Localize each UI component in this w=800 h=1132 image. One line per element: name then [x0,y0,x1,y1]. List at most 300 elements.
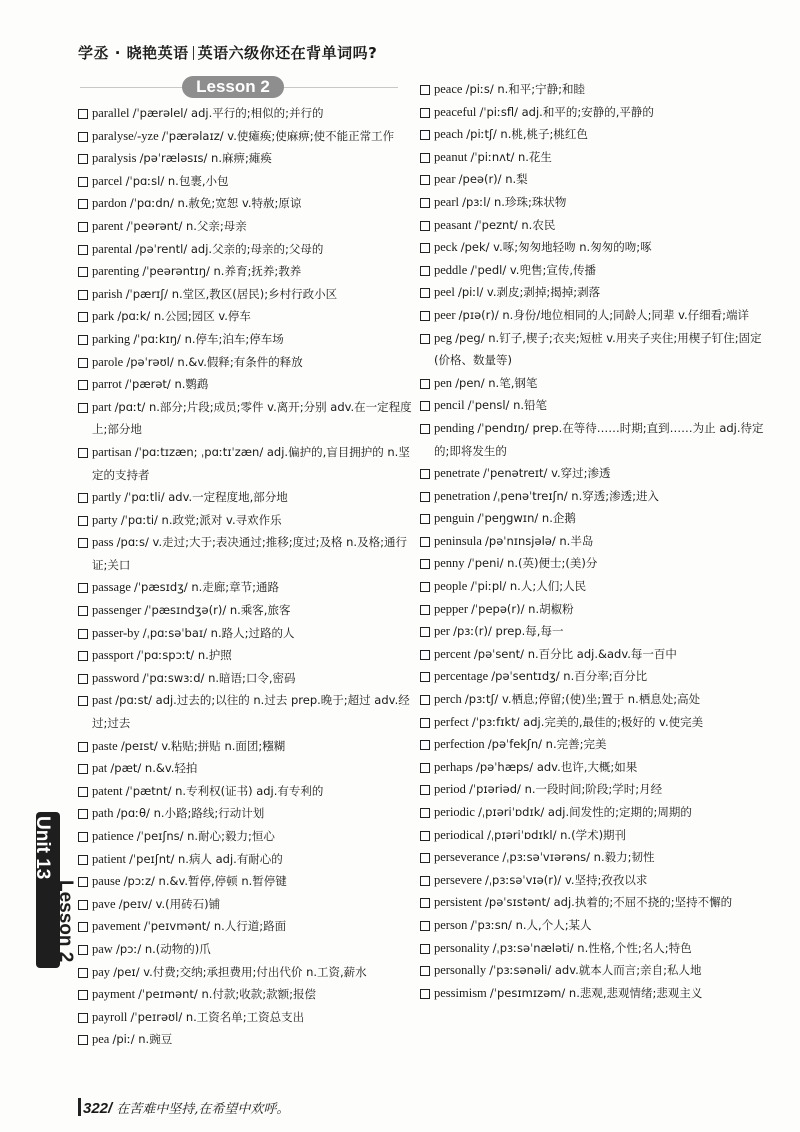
entry-word: personally [434,963,487,978]
entry-word: penetrate [434,466,480,481]
entry-word: percent [434,646,471,661]
entry-checkbox[interactable] [420,650,430,660]
entry-definition: /peg/ n.钉子,楔子;衣夹;短桩 v.用夹子夹住;用楔子钉住;固定(价格、数量等) [434,330,762,368]
entry-checkbox[interactable] [78,651,88,661]
entry-checkbox[interactable] [78,855,88,865]
vocab-entry [420,982,765,1005]
entry-word: parental [92,241,133,256]
entry-definition: /ˌpɑːsəˈbaɪ/ n.路人;过路的人 [142,625,295,640]
entry-definition: /pɑːt/ n.部分;片段;成员;零件 v.离开;分别 adv.在一定程度上;部分地 [92,399,412,437]
footer-bar [78,1098,81,1116]
entry-word: perfection [434,737,485,752]
entry-word: penguin [434,511,475,526]
vocab-entry [78,689,413,734]
entry-definition: /pɑːs/ v.走过;大于;表决通过;推移;度过;及格 n.及格;通行证;关口 [92,535,407,572]
entry-definition: /ˈpiːpl/ n.人;人们;人民 [470,579,587,594]
side-tab-unit: Unit 13 [32,816,53,880]
entry-word: parent [92,218,124,233]
entry-checkbox[interactable] [78,154,88,164]
vocab-entry [78,961,413,984]
entry-checkbox[interactable] [420,266,430,276]
entry-word: pea [92,1032,110,1047]
entry-checkbox[interactable] [420,831,430,841]
entry-definition: /ˌpenəˈtreɪʃn/ n.穿透;渗透;进入 [493,488,660,503]
entry-definition: /pɔːz/ n.&v.暂停,停顿 n.暂停键 [123,874,287,889]
vocab-entry [78,644,413,667]
entry-word: peddle [434,262,468,277]
entry-checkbox[interactable] [78,809,88,819]
entry-definition: /ˈpeɪvmənt/ n.人行道;路面 [143,919,287,934]
vocab-entry [78,599,413,622]
entry-checkbox[interactable] [420,198,430,208]
entry-checkbox[interactable] [420,175,430,185]
vocab-entry [78,170,413,193]
entry-definition: /ˈpɑːspɔːt/ n.护照 [136,648,232,663]
entry-word: peninsula [434,533,482,548]
entry-checkbox[interactable] [78,109,88,119]
entry-word: passage [92,580,131,595]
entry-word: peanut [434,149,468,164]
entry-definition: /peə(r)/ n.梨 [458,172,528,187]
entry-checkbox[interactable] [78,787,88,797]
entry-checkbox[interactable] [78,1013,88,1023]
entry-definition: /ˈpɪəriəd/ n.一段时间;阶段;学时;月经 [469,782,663,797]
entry-checkbox[interactable] [420,740,430,750]
entry-checkbox[interactable] [78,968,88,978]
entry-definition: /ˈpeɪmənt/ n.付款;收款;款额;报偿 [138,987,317,1002]
entry-definition: /ˈpɑːtli/ adv.一定程度地,部分地 [124,490,288,505]
entry-word: parenting [92,264,140,279]
vocab-entry [420,711,765,734]
entry-checkbox[interactable] [78,199,88,209]
entry-checkbox[interactable] [78,583,88,593]
entry-word: perhaps [434,759,473,774]
vocab-entry [420,168,765,191]
entry-word: passport [92,648,134,663]
entry-checkbox[interactable] [420,695,430,705]
vocab-entry [78,351,413,374]
entry-checkbox[interactable] [420,221,430,231]
entry-definition: /pɜːl/ n.珍珠;珠状物 [462,194,567,209]
entry-definition: /ˈpeɪrəʊl/ n.工资名单;工资总支出 [130,1009,305,1024]
entry-word: pepper [434,601,469,616]
entry-checkbox[interactable] [78,177,88,187]
entry-checkbox[interactable] [420,537,430,547]
vocab-entry [78,238,413,261]
entry-checkbox[interactable] [420,605,430,615]
entry-definition: /pɑːst/ adj.过去的;以往的 n.过去 prep.晚于;超过 adv.经过;过去 [92,693,410,731]
entry-checkbox[interactable] [78,132,88,142]
entry-word: pending [434,420,475,435]
entry-word: patient [92,851,127,866]
vocab-entry [420,485,765,508]
entry-word: peg [434,330,453,345]
entry-checkbox[interactable] [420,469,430,479]
footer-motto: 在苦难中坚持,在希望中欢呼。 [116,1102,290,1117]
vocab-entry [420,937,765,960]
entry-word: pessimism [434,985,487,1000]
header-brand: 学丞 · 晓艳英语 [78,44,189,62]
entry-checkbox[interactable] [78,922,88,932]
vocab-entry [420,824,765,847]
vocab-entry [420,191,765,214]
vocab-entry [420,959,765,982]
entry-checkbox[interactable] [78,696,88,706]
entry-checkbox[interactable] [78,900,88,910]
entry-checkbox[interactable] [78,1035,88,1045]
header-divider [193,46,194,60]
entry-checkbox[interactable] [78,516,88,526]
entry-word: pat [92,761,108,776]
entry-definition: /ˌpɜːsəˈnæləti/ n.性格,个性;名人;特色 [492,940,692,955]
entry-word: pardon [92,196,127,211]
vocab-entry [420,846,765,869]
left-column [78,102,413,1051]
entry-checkbox[interactable] [78,742,88,752]
vocab-entry [78,667,413,690]
entry-checkbox[interactable] [420,288,430,298]
entry-definition: /pɜː(r)/ prep.每,每一 [453,624,564,639]
vocab-entry [420,688,765,711]
entry-checkbox[interactable] [420,808,430,818]
entry-word: passenger [92,603,142,618]
entry-definition: /ˈpærət/ n.鹦鹉 [124,377,209,392]
entry-word: percentage [434,669,489,684]
entry-definition: /ˈpɜːsn/ n.人,个人;某人 [470,917,592,932]
entry-word: peace [434,82,463,96]
entry-word: parish [92,286,123,301]
vocab-entry [420,756,765,779]
entry-definition: /pen/ n.笔,钢笔 [455,375,538,390]
entry-definition: /ˈpærəlel/ adj.平行的;相似的;并行的 [132,106,324,120]
entry-word: persistent [434,895,482,910]
entry-checkbox[interactable] [78,764,88,774]
vocab-entry [420,552,765,575]
vocab-entry [420,236,765,259]
entry-definition: /ˈpensl/ n.铅笔 [467,398,548,413]
entry-checkbox[interactable] [420,108,430,118]
entry-definition: /ˈpepə(r)/ n.胡椒粉 [471,601,574,616]
entry-checkbox[interactable] [78,380,88,390]
entry-checkbox[interactable] [78,606,88,616]
entry-word: path [92,806,114,821]
entry-definition: /pəˈrentl/ adj.父亲的;母亲的;父母的 [135,241,324,256]
entry-checkbox[interactable] [78,674,88,684]
entry-definition: /pɔː/ n.(动物的)爪 [115,941,211,956]
entry-word: per [434,624,450,639]
entry-word: penny [434,556,465,571]
entry-definition: /ˈpɜːfɪkt/ adj.完美的,最佳的;极好的 v.使完美 [471,714,704,729]
entry-definition: /ˈpeərəntɪŋ/ n.养育;抚养;教养 [142,264,302,279]
header-title: 英语六级你还在背单词吗? [197,44,378,62]
entry-definition: /ˌpɪəriˈɒdɪk/ adj.间发性的;定期的;周期的 [478,805,692,819]
entry-word: parallel [92,106,130,120]
entry-word: payroll [92,1009,128,1024]
entry-definition: /ˈpeni/ n.(英)便士;(美)分 [467,556,598,571]
entry-word: paralyse/-yze [92,128,159,143]
entry-definition: /ˈpeznt/ n.农民 [474,217,556,232]
vocab-entry [420,914,765,937]
entry-checkbox[interactable] [420,944,430,954]
entry-definition: /peɪst/ v.粘贴;拼贴 n.面团;糨糊 [120,738,286,753]
entry-definition: /peɪv/ v.(用砖石)铺 [118,896,221,911]
vocab-entry [78,576,413,599]
entry-definition: /piːs/ n.和平;宁静;和睦 [465,82,586,96]
entry-checkbox[interactable] [420,492,430,502]
entry-word: perseverance [434,850,500,865]
entry-checkbox[interactable] [78,290,88,300]
entry-checkbox[interactable] [78,267,88,277]
entry-checkbox[interactable] [420,672,430,682]
vocab-entry [420,575,765,598]
entry-checkbox[interactable] [420,718,430,728]
entry-word: periodic [434,805,475,819]
vocab-entry [420,214,765,237]
entry-definition: /piː/ n.豌豆 [112,1032,173,1047]
page-number: 322/ [83,1100,113,1117]
vocab-entry [78,373,413,396]
entry-word: patience [92,829,134,843]
vocab-entry [78,870,413,893]
vocab-entry [420,801,765,824]
vocab-entry [78,938,413,961]
entry-definition: /ˈpesɪmɪzəm/ n.悲观,悲观情绪;悲观主义 [489,985,703,1000]
entry-definition: /ˈpiːsfl/ adj.和平的;安静的,平静的 [479,104,654,119]
entry-definition: /ˈpæsɪdʒ/ n.走廊;章节;通路 [134,580,280,595]
entry-checkbox[interactable] [78,245,88,255]
vocab-entry [78,622,413,645]
entry-definition: /ˈpɑːsl/ n.包裹,小包 [125,173,229,188]
entry-definition: /pəˈsentɪdʒ/ n.百分率;百分比 [491,669,648,684]
entry-definition: /peɪ/ v.付费;交纳;承担费用;付出代价 n.工资,薪水 [113,964,367,979]
entry-checkbox[interactable] [420,582,430,592]
entry-definition: /pəˈsɪstənt/ adj.执着的;不屈不挠的;坚持不懈的 [485,895,733,910]
entry-checkbox[interactable] [420,379,430,389]
vocab-entry [78,283,413,306]
entry-word: parrot [92,377,122,392]
entry-definition: /ˌpɪəriˈɒdɪkl/ n.(学术)期刊 [487,827,627,842]
entry-definition: /ˈpenətreɪt/ v.穿过;渗透 [482,466,611,481]
entry-checkbox[interactable] [420,966,430,976]
entry-word: peer [434,307,456,322]
vocab-entry [78,147,413,170]
vocab-entry [420,304,765,327]
vocab-entry [78,1028,413,1051]
entry-word: pavement [92,919,141,934]
entry-word: patent [92,783,123,798]
entry-checkbox[interactable] [78,448,88,458]
vocab-entry [420,101,765,124]
entry-definition: /ˈpedl/ v.兜售;宣传,传播 [470,262,596,277]
vocab-entry [78,802,413,825]
entry-definition: /ˈpɜːsənəli/ adv.就本人而言;亲自;私人地 [489,963,702,978]
entry-word: payment [92,987,136,1002]
entry-checkbox[interactable] [78,629,88,639]
entry-word: party [92,512,118,527]
entry-checkbox[interactable] [420,898,430,908]
vocab-entry [78,328,413,351]
entry-checkbox[interactable] [78,312,88,322]
entry-word: persevere [434,872,482,887]
entry-word: park [92,309,115,324]
entry-checkbox[interactable] [420,85,430,95]
entry-word: perfect [434,714,469,729]
entry-checkbox[interactable] [78,538,88,548]
entry-definition: /ˈpɑːkɪŋ/ n.停车;泊车;停车场 [133,331,284,346]
vocab-entry [420,259,765,282]
entry-checkbox[interactable] [420,514,430,524]
vocab-entry [420,372,765,395]
entry-checkbox[interactable] [420,921,430,931]
vocab-entry [78,102,413,125]
entry-checkbox[interactable] [78,990,88,1000]
vocab-entry [78,486,413,509]
vocab-entry [420,327,765,372]
entry-word: people [434,579,468,594]
vocab-entry [78,757,413,780]
entry-definition: /ˈpeŋgwɪn/ n.企鹅 [477,511,576,526]
vocab-entry [78,509,413,532]
vocab-entry [420,417,765,462]
entry-checkbox[interactable] [420,243,430,253]
vocab-entry [420,281,765,304]
entry-checkbox[interactable] [420,559,430,569]
vocab-entry [420,778,765,801]
vocab-entry [78,192,413,215]
vocab-entry [78,780,413,803]
vocab-entry [78,825,413,848]
entry-definition: /ˈpeɪʃnt/ n.病人 adj.有耐心的 [129,851,283,866]
entry-checkbox[interactable] [78,358,88,368]
entry-definition: /ˈpærəlaɪz/ v.使瘫痪;使麻痹;使不能正常工作 [161,128,395,143]
entry-definition: /piːl/ v.剥皮;剥掉;揭掉;剥落 [457,285,601,300]
entry-definition: /pəˈnɪnsjələ/ n.半岛 [485,533,594,548]
entry-checkbox[interactable] [420,401,430,411]
entry-word: past [92,693,113,708]
entry-definition: /ˈpeərənt/ n.父亲;母亲 [126,218,247,233]
entry-definition: /ˈpætnt/ n.专利权(证书) adj.有专利的 [125,783,324,798]
entry-word: pass [92,535,114,550]
entry-word: peach [434,127,464,142]
entry-checkbox[interactable] [420,311,430,321]
entry-checkbox[interactable] [78,403,88,413]
entry-word: period [434,782,466,797]
entry-checkbox[interactable] [78,832,88,842]
entry-definition: /pəˈræləsɪs/ n.麻痹;瘫痪 [139,151,272,166]
entry-definition: /ˈpeɪʃns/ n.耐心;毅力;恒心 [136,829,275,843]
entry-word: pay [92,964,111,979]
side-tab-lesson: Lesson 2 [55,880,76,963]
entry-word: parking [92,331,131,346]
entry-definition: /pɑːθ/ n.小路;路线;行动计划 [116,806,265,821]
entry-word: pen [434,375,453,390]
vocab-entry [78,260,413,283]
entry-checkbox[interactable] [78,493,88,503]
entry-word: pear [434,172,456,187]
entry-definition: /pəˈsent/ n.百分比 adj.&adv.每一百中 [473,646,677,661]
right-column [420,78,765,1004]
entry-checkbox[interactable] [420,130,430,140]
entry-word: parcel [92,173,123,188]
entry-word: paralysis [92,151,137,166]
entry-checkbox[interactable] [420,785,430,795]
entry-definition: /pəˈfekʃn/ n.完善;完美 [487,737,607,752]
entry-definition: /ˈpærɪʃ/ n.堂区,教区(居民);乡村行政小区 [125,286,338,301]
entry-word: partly [92,490,122,505]
lesson-label: Lesson 2 [182,76,284,98]
entry-definition: /pəˈhæps/ adv.也许,大概;如果 [476,759,638,774]
entry-checkbox[interactable] [420,989,430,999]
vocab-entry [78,735,413,758]
vocab-entry [78,215,413,238]
vocab-entry [78,1006,413,1029]
entry-definition: /ˈpɑːswɜːd/ n.暗语;口令,密码 [142,670,296,685]
entry-word: pave [92,896,116,911]
entry-definition: /pəˈrəʊl/ n.&v.假释;有条件的释放 [126,354,303,369]
entry-definition: /ˈpiːnʌt/ n.花生 [470,149,552,164]
entry-checkbox[interactable] [420,876,430,886]
entry-checkbox[interactable] [78,945,88,955]
entry-word: paw [92,941,113,956]
vocab-entry [78,531,413,576]
entry-word: pencil [434,398,465,413]
entry-checkbox[interactable] [420,153,430,163]
unit-side-tab-text [26,812,76,982]
vocab-entry [420,530,765,553]
entry-checkbox[interactable] [420,424,430,434]
entry-word: password [92,670,140,685]
entry-definition: /ˈpɑːtɪzæn; ˌpɑːtɪˈzæn/ adj.偏护的,盲目拥护的 n.坚定的支持者 [92,444,410,482]
vocab-entry [420,869,765,892]
entry-word: pearl [434,194,459,209]
vocab-entry [420,394,765,417]
entry-definition: /ˈpɑːdn/ n.赦免;宽恕 v.特赦;原谅 [129,196,302,211]
entry-checkbox[interactable] [420,334,430,344]
vocab-entry [420,620,765,643]
vocab-entry [420,643,765,666]
entry-definition: /piːtʃ/ n.桃,桃子;桃红色 [466,127,588,142]
entry-definition: /pɜːtʃ/ v.栖息;停留;(使)坐;置于 n.栖息处;高处 [464,692,701,707]
entry-definition: /ˈpendɪŋ/ prep.在等待……时期;直到……为止 adj.待定的;即将发生的 [434,420,764,458]
vocab-entry [78,893,413,916]
vocab-entry [420,123,765,146]
entry-word: periodical [434,827,484,842]
entry-checkbox[interactable] [78,877,88,887]
entry-checkbox[interactable] [78,335,88,345]
page-footer [78,1098,289,1117]
entry-checkbox[interactable] [420,853,430,863]
entry-word: paste [92,738,118,753]
entry-definition: /pæt/ n.&v.轻拍 [110,761,198,776]
entry-word: peaceful [434,104,477,119]
entry-checkbox[interactable] [78,222,88,232]
entry-word: parole [92,354,124,369]
entry-checkbox[interactable] [420,627,430,637]
vocab-entry [420,462,765,485]
vocab-entry [420,891,765,914]
vocab-entry [420,598,765,621]
vocab-entry [78,915,413,938]
entry-definition: /ˈpɑːti/ n.政党;派对 v.寻欢作乐 [120,512,282,527]
entry-word: peel [434,285,455,300]
vocab-entry [78,125,413,148]
vocab-entry [78,305,413,328]
entry-checkbox[interactable] [420,763,430,773]
vocab-entry [420,146,765,169]
entry-word: peck [434,240,458,255]
entry-word: partisan [92,444,132,459]
vocab-entry [78,983,413,1006]
